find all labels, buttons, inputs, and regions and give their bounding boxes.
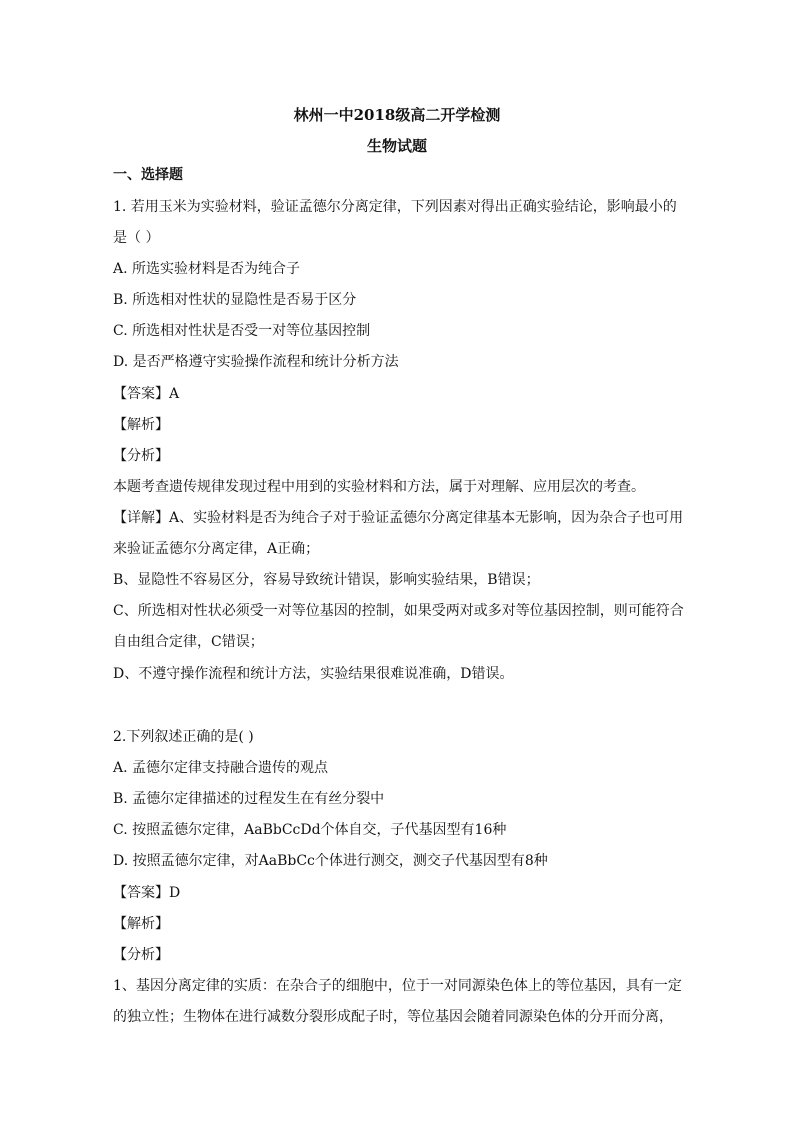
section-heading: 一、选择题 xyxy=(113,167,183,183)
q1-option-c: C. 所选相对性状是否受一对等位基因控制 xyxy=(113,323,371,339)
q2-analysis-label: 【解析】 xyxy=(113,916,169,932)
q2-analysis-line-1: 1、基因分离定律的实质：在杂合子的细胞中，位于一对同源染色体上的等位基因，具有一定 xyxy=(113,978,682,994)
q2-option-b: B. 孟德尔定律描述的过程发生在有丝分裂中 xyxy=(113,791,385,807)
q1-option-d: D. 是否严格遵守实验操作流程和统计分析方法 xyxy=(113,354,399,370)
q1-detail-line-2: 来验证孟德尔分离定律，A正确； xyxy=(113,541,320,557)
q1-detail-line-4: C、所选相对性状必须受一对等位基因的控制，如果受两对或多对等位基因控制，则可能符合 xyxy=(113,603,684,619)
q1-answer: 【答案】A xyxy=(113,386,180,402)
q1-analysis-text: 本题考查遗传规律发现过程中用到的实验材料和方法，属于对理解、应用层次的考查。 xyxy=(113,479,645,495)
q2-answer: 【答案】D xyxy=(113,885,181,901)
q1-option-a: A. 所选实验材料是否为纯合子 xyxy=(113,261,301,277)
q1-option-b: B. 所选相对性状的显隐性是否易于区分 xyxy=(113,292,357,308)
q1-detail-line-5: 自由组合定律，C错误； xyxy=(113,634,264,650)
q1-analysis-sub: 【分析】 xyxy=(113,448,169,464)
q1-stem-line-2: 是（ ） xyxy=(113,230,160,246)
q1-stem-line-1: 1. 若用玉米为实验材料，验证孟德尔分离定律，下列因素对得出正确实验结论，影响最小的 xyxy=(113,199,677,215)
q1-detail-line-6: D、不遵守操作流程和统计方法，实验结果很难说准确，D错误。 xyxy=(113,666,514,682)
q1-analysis-label: 【解析】 xyxy=(113,417,169,433)
q2-analysis-sub: 【分析】 xyxy=(113,947,169,963)
q2-option-d: D. 按照孟德尔定律，对AaBbCc个体进行测交，测交子代基因型有8种 xyxy=(113,853,548,869)
q2-option-a: A. 孟德尔定律支持融合遗传的观点 xyxy=(113,760,329,776)
q1-detail-line-3: B、显隐性不容易区分，容易导致统计错误，影响实验结果，B错误； xyxy=(113,572,540,588)
q2-stem: 2.下列叙述正确的是( ) xyxy=(113,729,254,745)
q1-detail-line-1: 【详解】A、实验材料是否为纯合子对于验证孟德尔分离定律基本无影响，因为杂合子也可用 xyxy=(113,510,684,526)
document-title: 林州一中2018级高二开学检测 xyxy=(293,106,501,124)
q2-analysis-line-2: 的独立性；生物体在进行减数分裂形成配子时，等位基因会随着同源染色体的分开而分离， xyxy=(113,1009,673,1025)
document-subtitle: 生物试题 xyxy=(366,137,427,155)
q2-option-c: C. 按照孟德尔定律，AaBbCcDd个体自交，子代基因型有16种 xyxy=(113,822,507,838)
